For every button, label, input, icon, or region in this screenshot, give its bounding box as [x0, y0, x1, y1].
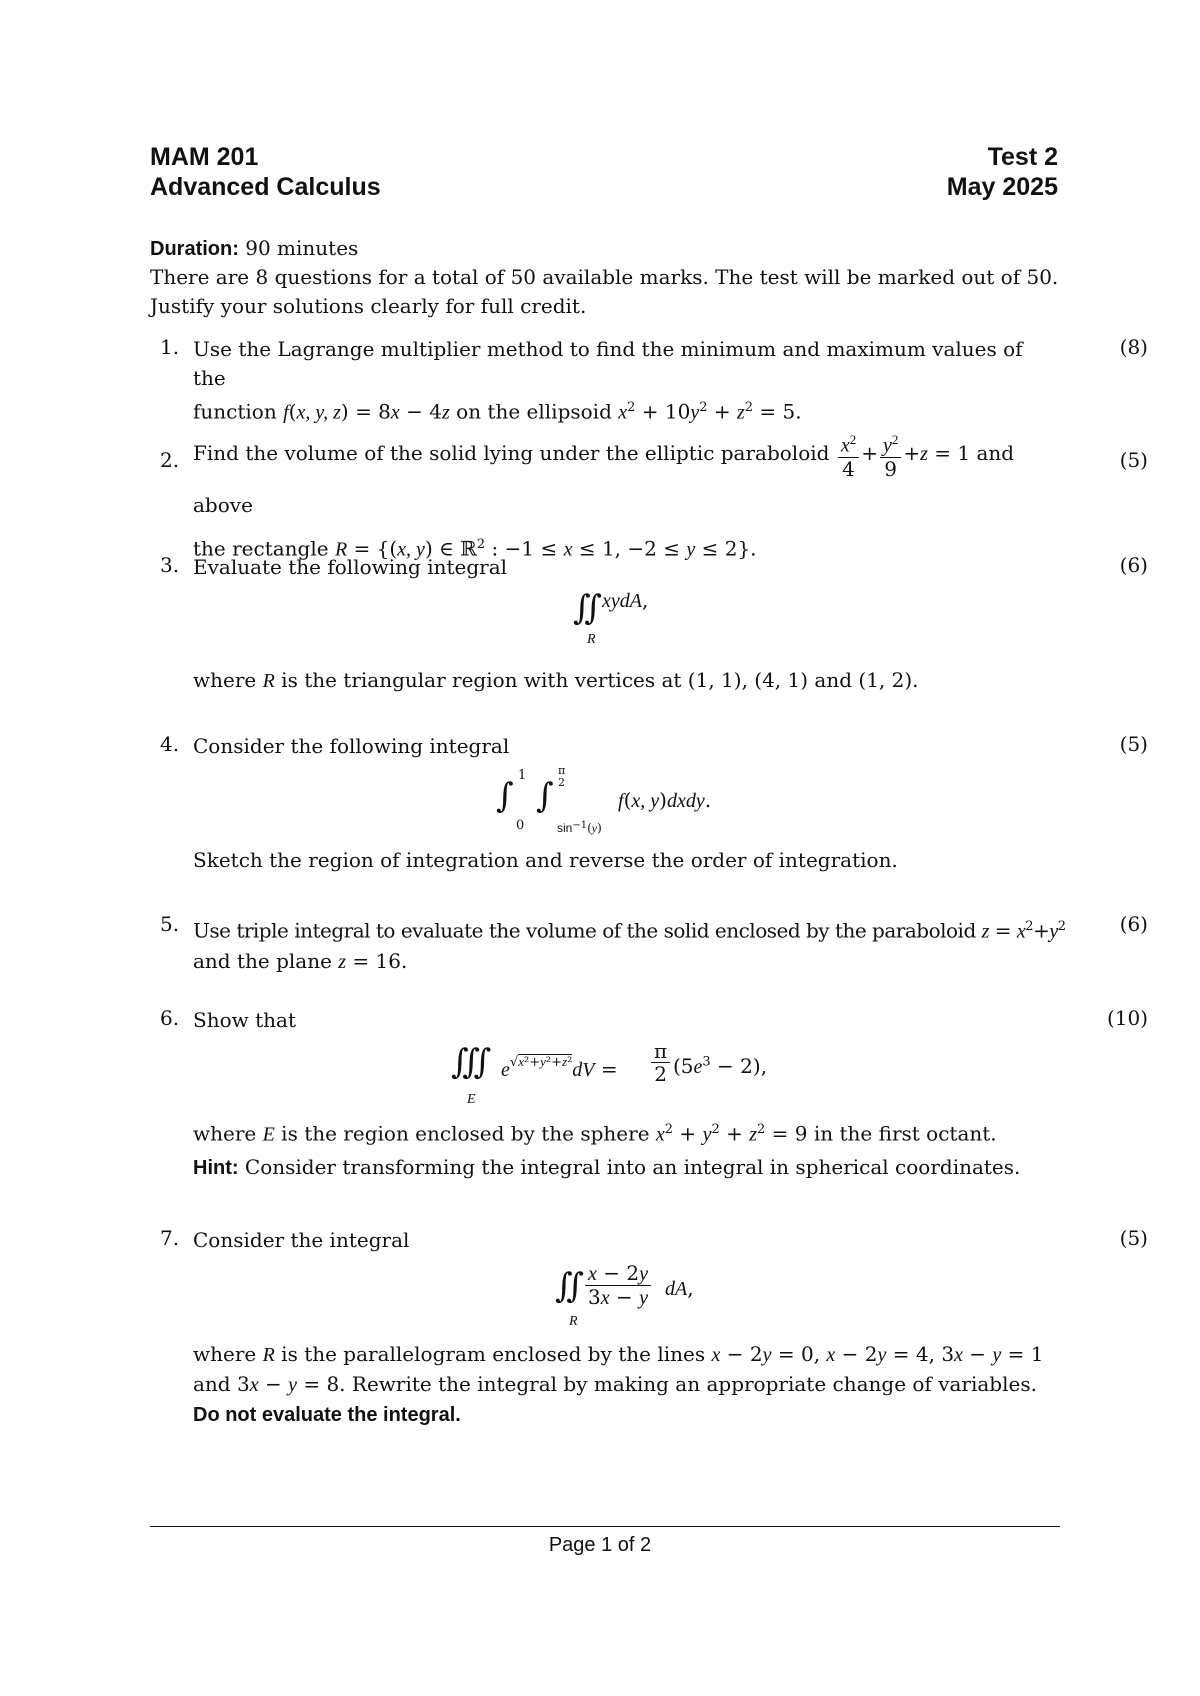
duration-line: [150, 234, 358, 264]
q7-line-2: and 3x − y = 8. Rewrite the integral by making an appropriate change of variables. Do not evaluate the integral.: [193, 1372, 1037, 1426]
hint-label: Hint:: [193, 1157, 239, 1179]
question-7-text: [193, 1340, 1059, 1430]
q1-line-2: function f(x, y, z) = 8x − 4z on the ellipsoid $x^2 + 10y^2 + z^2 = 5$.: [193, 399, 802, 424]
question-2-text: [193, 428, 1059, 564]
q2-line-2: the rectangle R = {(x, y) ∈ ℝ$^2$ : −1 ≤ x ≤ 1, −2 ≤ y ≤ 2}.: [193, 536, 757, 561]
q6-integral: ∭ E $e^{√x^2+y^2+z^2}dV$ = $\frac{\pi}{2}$ $(5e^3 - 2)$,: [451, 1039, 768, 1107]
question-marks: (6): [1119, 553, 1148, 577]
q7-integral: ∬ R $\frac{x - 2y}{3x - y}$ dA,: [555, 1261, 694, 1329]
course-code: MAM 201: [150, 143, 259, 171]
test-name: Test 2: [987, 143, 1058, 171]
question-marks: (5): [1119, 1226, 1148, 1250]
q4-line-2: Sketch the region of integration and reverse the order of integration.: [193, 848, 898, 872]
question-3-heading: Evaluate the following integral: [193, 555, 508, 579]
question-number: 7.: [160, 1226, 180, 1250]
question-4-heading: Consider the following integral: [193, 734, 510, 758]
q7-line-1: where R is the parallelogram enclosed by the lines x − 2y = 0, x − 2y = 4, 3x − y = 1: [193, 1342, 1044, 1366]
question-marks: (8): [1119, 335, 1148, 359]
do-not-evaluate: Do not evaluate the integral.: [193, 1404, 461, 1426]
q2-line-1: Find the volume of the solid lying under the elliptic paraboloid $\frac{x^2}{4}$ + $\frac{y^2}{9}$ +z = 1 and above: [193, 428, 1059, 530]
footer-rule: [150, 1526, 1060, 1527]
question-7-heading: Consider the integral: [193, 1228, 410, 1252]
question-5-text: [193, 912, 1066, 977]
question-1-text: [193, 335, 1059, 428]
question-number: 4.: [160, 732, 180, 756]
q6-hint: [193, 1153, 1059, 1183]
hint-text: Consider transforming the integral into an integral in spherical coordinates.: [244, 1155, 1021, 1179]
q6-line-2: where E is the region enclosed by the sphere $x^2 + y^2 + z^2 = 9$ in the first octant.: [193, 1121, 997, 1146]
question-marks: (5): [1119, 732, 1148, 756]
q3-integral: ∬xydA, R: [573, 588, 649, 647]
q5-line-1: Use triple integral to evaluate the volume of the solid enclosed by the paraboloid $z = x^2+y^2$: [193, 918, 1066, 943]
q3-line-2: where R is the triangular region with vertices at (1, 1), (4, 1) and (1, 2).: [193, 668, 919, 692]
question-marks: (5): [1119, 448, 1148, 472]
intro-line-1: There are 8 questions for a total of 50 available marks. The test will be marked out of 50.: [150, 265, 1059, 289]
test-date: May 2025: [946, 173, 1058, 201]
question-marks: (10): [1106, 1006, 1148, 1030]
duration-value: 90 minutes: [245, 236, 359, 260]
q1-line-1: Use the Lagrange multiplier method to find the minimum and maximum values of the: [193, 337, 1023, 390]
question-number: 6.: [160, 1006, 180, 1030]
question-number: 3.: [160, 553, 180, 577]
question-marks: (6): [1119, 912, 1148, 936]
course-name: Advanced Calculus: [150, 173, 381, 201]
q4-integral: ∫ 1 0 ∫ π 2 $\sin^{-1}(y)$ f(x, y)dxdy.: [496, 764, 712, 835]
intro-line-2: Justify your solutions clearly for full credit.: [150, 294, 587, 318]
duration-label: Duration:: [150, 238, 239, 260]
question-number: 5.: [160, 912, 180, 936]
q5-line-2: and the plane z = 16.: [193, 948, 408, 973]
page-number: Page 1 of 2: [548, 1534, 652, 1556]
question-number: 2.: [160, 448, 180, 472]
question-number: 1.: [160, 335, 180, 359]
question-6-heading: Show that: [193, 1008, 296, 1032]
